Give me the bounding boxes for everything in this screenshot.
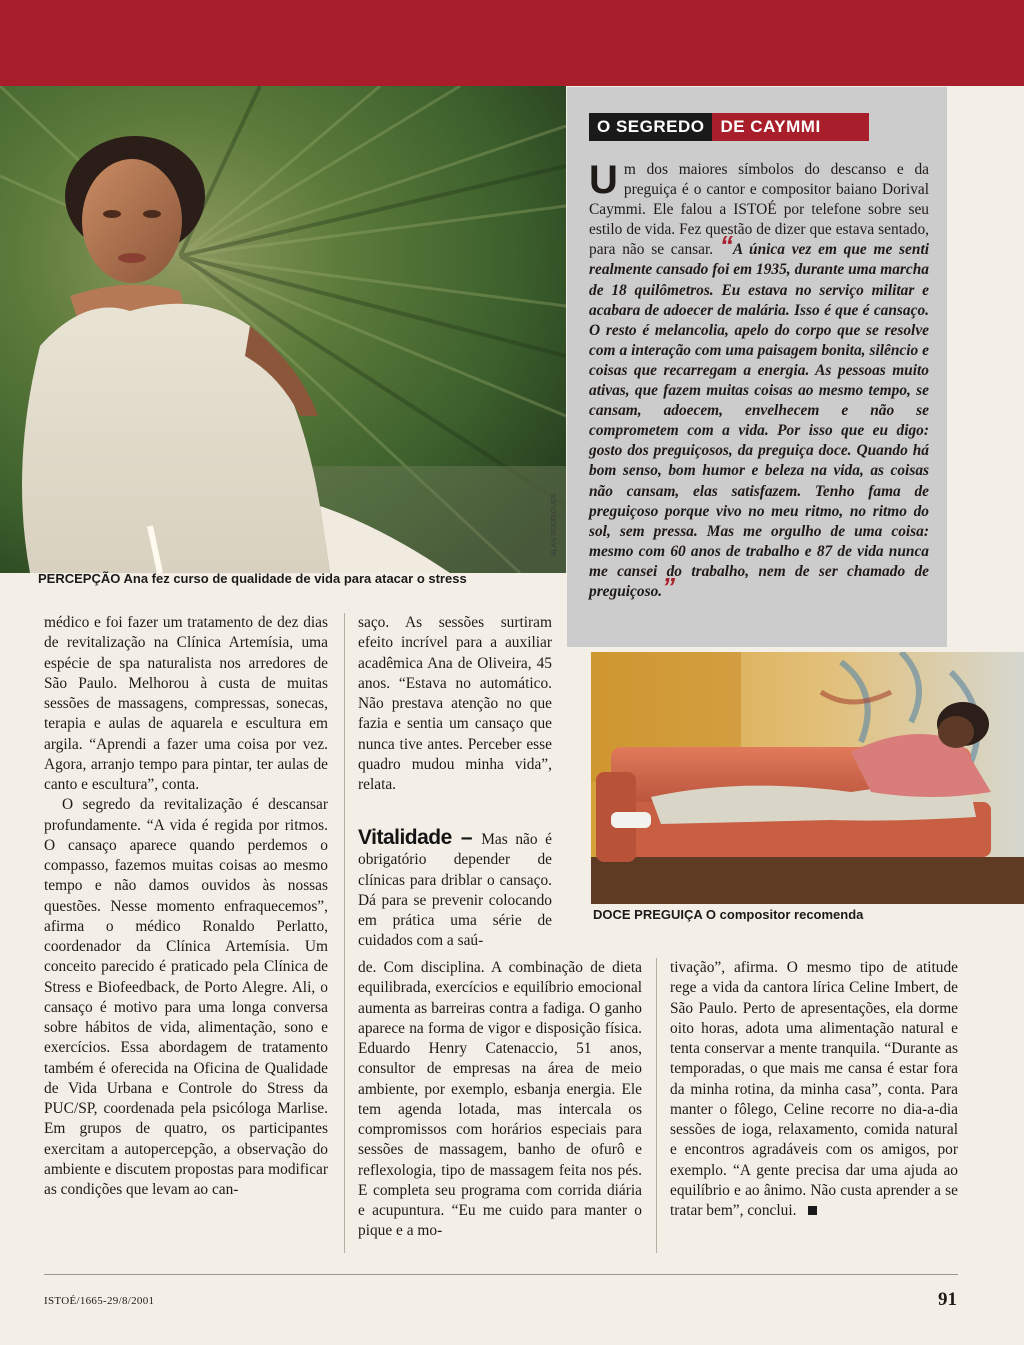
paragraph: de. Com disciplina. A combinação de dieta equilibrada, exercícios e equilíbrio emocional aumenta as barreiras contra a fadiga. O ganho aparece na forma de vigor e disposição física. Eduardo Henry Catenaccio, 51 anos, consultor de empresas na área de meio ambiente, por exemplo, esbanja energia. Ele tem agenda lotada, mas intercala os compromissos com horários especiais para sessões de massagem, banho de ofurô e reflexologia, tipo de massagem feita nos pés. E completa seu programa com corrida diária e acupuntura. “Eu me cuido para manter o pique e a mo- — [358, 959, 642, 1240]
drop-cap: U — [589, 158, 618, 202]
article-column-2-bottom — [358, 958, 642, 1242]
caption-text: Ana fez curso de qualidade de vida para atacar o stress — [120, 571, 467, 586]
article-column-1 — [44, 613, 328, 1200]
photo-credit: ALAN RODRIGUES — [551, 493, 558, 556]
sidebar-body — [589, 160, 929, 602]
caption-text: O compositor recomenda — [702, 907, 864, 922]
paragraph: médico e foi fazer um tratamento de dez dias de revitalização na Clínica Artemísia, uma espécie de spa naturalista nos arredores de São Paulo. Melhorou à custa de muitas sessões de massagens, compressas, sonecas, terapia e aulas de aquarela e escultura em argila. “Aprendi a fazer uma coisa por vez. Agora, arranjo tempo para pintar, ter aulas de canto e escultura”, conta. — [44, 614, 328, 793]
quote-close-mark: ” — [662, 571, 676, 602]
end-mark-icon — [808, 1206, 817, 1215]
top-color-band — [0, 0, 1024, 86]
footer-rule — [44, 1274, 958, 1275]
article-column-2-top — [358, 613, 552, 795]
sidebar-title — [589, 113, 869, 141]
column-rule — [656, 958, 657, 1253]
folio: ISTOÉ/1665-29/8/2001 — [44, 1295, 155, 1307]
paragraph: saço. As sessões surtiram efeito incrível para a auxiliar acadêmica Ana de Oliveira, 45 anos. “Estava no automático. Não prestava atenção no que fazia e sentia um cansaço que nunca tive antes. Perceber esse quadro mudou minha vida”, relata. — [358, 614, 552, 793]
subhead-text: Mas não é obrigatório depender de clínicas para driblar o cansaço. Dá para se prevenir colocando em prática uma série de cuidados com a saú- — [358, 831, 552, 950]
paragraph — [670, 958, 958, 1221]
sidebar-title-left: O SEGREDO — [589, 113, 712, 141]
caption-bold: PERCEPÇÃO — [38, 571, 121, 586]
sidebar-title-right: DE CAYMMI — [712, 113, 868, 141]
quote-open-mark: “ — [719, 230, 733, 261]
subhead-vitalidade: Vitalidade — [358, 826, 452, 849]
subhead-dash: – — [451, 826, 482, 849]
sidebar-box — [567, 87, 947, 647]
caption-bold: DOCE PREGUIÇA — [593, 907, 703, 922]
article-column-3 — [670, 958, 958, 1221]
page-number: 91 — [938, 1289, 957, 1310]
photo-ana-caption — [38, 571, 467, 586]
article-column-2-sub — [358, 828, 552, 952]
paragraph — [358, 828, 552, 952]
sidebar-intro: m dos maiores símbolos do descanso e da preguiça é o cantor e compositor baiano Dorival Caymmi. Ele falou a ISTOÉ por telefone sobre seu estilo de vida. Fez questão de dizer que estava sentado, para não se cansar. — [589, 161, 929, 259]
caymmi-quote: A única vez em que me senti realmente cansado foi em 1935, durante uma marcha de 18 quilômetros. Eu estava no serviço militar e acabara de adoecer de malária. Isso é que é cansaço. O resto é melancolia, apelo do corpo que se resolve com a interação com uma paisagem bonita, silêncio e coisas que recarregam a energia. As pessoas muito ativas, que fazem muitas coisas ao mesmo tempo, se cansam, adoecem, envelhecem e não se comprometem com a vida. Por isso que eu digo: gosto dos preguiçosos, da preguiça doce. Quando há bom senso, bom humor e beleza na vida, as coisas não cansam, elas satisfazem. Tenho fama de preguiçoso porque vivo no meu ritmo, no ritmo do sol, sem pressa. Mas me orgulho de uma coisa: mesmo com 60 anos de trabalho e 87 de vida nunca me cansei do trabalho, nem de ser chamado de preguiçoso. — [589, 241, 929, 600]
paragraph: O segredo da revitalização é descansar profundamente. “A vida é regida por ritmos. O cansaço aparece quando perdemos o compasso, fazemos muitas coisas ao mesmo tempo e não damos ouvidos às nossas questões. Nesse momento enfraquecemos”, afirma o médico Ronaldo Perlatto, coordenador da Clínica Artemísia. Um conceito parecido é praticado pela Clínica de Stress e Biofeedback, de Porto Alegre. Ali, o cansaço é motivo para uma longa conversa sobre hábitos de vida, alimentação, sono e exercícios. Essa abordagem de tratamento também é oferecida na Oficina de Qualidade de Vida Urbana e Controle do Stress da PUC/SP, coordenada pela psicóloga Marlise. Em grupos de quatro, os participantes exercitam a autopercepção, a observação do ambiente e discutem propostas para modificar as condições que levam ao can- — [44, 796, 328, 1198]
photo-caymmi-caption — [593, 907, 863, 922]
photo-caymmi — [591, 652, 1024, 904]
photo-ana — [0, 86, 566, 573]
paragraph-text: tivação”, afirma. O mesmo tipo de atitude rege a vida da cantora lírica Celine Imbert, de São Paulo. Perto de apresentações, ela dorme oito horas, adota uma alimentação natural e tenta conservar a mente tranquila. “Durante as temporadas, o que mais me cansa é estar fora da minha rotina, da minha casa”, conta. Para manter o fôlego, Celine recorre no dia-a-dia sessões de ioga, relaxamento, comida natural e encontros agradáveis com os amigos, por exemplo. “A gente precisa dar uma ajuda ao equilíbrio e ao ânimo. Não custa aprender a se tratar bem”, conclui. — [670, 959, 958, 1219]
column-rule — [344, 613, 345, 1253]
